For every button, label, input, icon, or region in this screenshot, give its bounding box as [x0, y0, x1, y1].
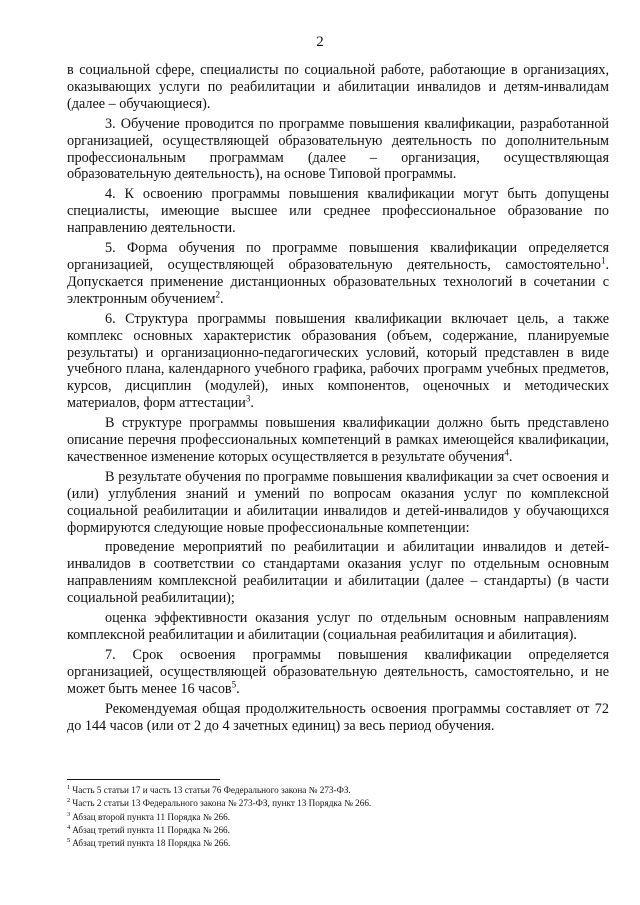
sentence-end: .	[219, 290, 224, 307]
paragraph-text: 5. Форма обучения по программе повышения квалификации определяется организацией, осуществляющей образовательную деятельность, самостоятельно	[67, 240, 609, 273]
sentence-end: .	[605, 256, 609, 273]
document-body	[67, 62, 609, 734]
paragraph-text: 3. Обучение проводится по программе повышения квалификации, разработанной организацией, осуществляющей образовательную деятельность по дополнительным профессиональным программам (далее – организация, осуществляющая образовательную деятельность), на основе Типовой программы.	[67, 115, 609, 183]
footnote-text: Абзац второй пункта 11 Порядка № 266.	[72, 811, 230, 822]
paragraph-text: В структуре программы повышения квалификации должно быть представлено описание перечня профессиональных компетенций в рамках имеющейся квалификации, качественное изменение которых осуществляется в результате обучения	[67, 415, 609, 465]
footnote-number: 4	[67, 823, 71, 831]
paragraph-item-4	[67, 186, 609, 237]
paragraph-item-6	[67, 311, 609, 412]
footnote-ref: 5	[231, 678, 237, 689]
footnote	[67, 837, 607, 850]
page-number: 2	[316, 34, 324, 50]
paragraph-competencies-description	[67, 415, 609, 466]
footnote	[67, 811, 607, 824]
paragraph-text: 7. Срок освоения программы повышения квалификации определяется организацией, осуществляющей образовательную деятельность, самостоятельно, и не может быть менее 16 часов	[67, 646, 609, 697]
paragraph-text: в социальной сфере, специалисты по социальной работе, работающие в организациях, оказывающих услуги по реабилитации и абилитации инвалидов и детям-инвалидам (далее – обучающиеся).	[67, 62, 609, 112]
paragraph-text: В результате обучения по программе повышения квалификации за счет освоения и (или) углубления знаний и умений по вопросам оказания услуг по комплексной социальной реабилитации и абилитации инвалидов и детей-инвалидов у обучающихся формируются следующие новые профессиональные компетенции:	[67, 468, 609, 536]
footnote-ref: 1	[600, 255, 606, 266]
paragraph-text: проведение мероприятий по реабилитации и абилитации инвалидов и детей-инвалидов в соответствии со стандартами оказания услуг по отдельным основным направлениям комплексной реабилитации и абилитации (далее – стандарты) (в части социальной реабилитации);	[67, 539, 609, 607]
footnote-number: 5	[67, 837, 71, 845]
footnote-text: Часть 2 статьи 13 Федерального закона № 273-ФЗ, пункт 13 Порядка № 266.	[72, 798, 372, 809]
footnote-ref: 3	[245, 393, 251, 404]
sentence-end: .	[508, 448, 513, 465]
paragraph-text: оценка эффективности оказания услуг по отдельным основным направлениям комплексной реабилитации и абилитации (социальная реабилитация и абилитация).	[67, 610, 609, 643]
paragraph-learning-results	[67, 469, 609, 537]
paragraph-duration	[67, 701, 609, 735]
footnote	[67, 797, 607, 810]
sentence-end: .	[236, 680, 240, 697]
footnote-divider	[67, 779, 220, 780]
paragraph-text: Допускается применение дистанционных образовательных технологий в сочетании с электронным обучением	[67, 273, 609, 307]
sentence-end: .	[250, 395, 254, 412]
footnote-text: Абзац третий пункта 11 Порядка № 266.	[72, 824, 230, 835]
footnote-number: 2	[67, 797, 71, 805]
footnote-number: 1	[67, 783, 71, 791]
footnotes	[67, 784, 607, 850]
footnote-text: Часть 5 статьи 17 и часть 13 статьи 76 Федерального закона № 273-ФЗ.	[72, 785, 351, 795]
paragraph-continuation	[67, 62, 609, 113]
paragraph-item-3	[67, 116, 609, 184]
paragraph-item-5	[67, 240, 609, 308]
footnote-text: Абзац третий пункта 18 Порядка № 266.	[72, 838, 231, 849]
footnote	[67, 784, 607, 797]
paragraph-competency-1	[67, 539, 609, 607]
paragraph-text: Рекомендуемая общая продолжительность освоения программы составляет от 72 до 144 часов (или от 2 до 4 зачетных единиц) за весь период обучения.	[67, 700, 609, 734]
paragraph-text: 4. К освоению программы повышения квалификации могут быть допущены специалисты, имеющие высшее или среднее профессиональное образование по направлению деятельности.	[67, 186, 609, 237]
footnote-ref: 4	[504, 447, 509, 458]
footnote	[67, 824, 607, 837]
footnote-number: 3	[67, 810, 71, 818]
paragraph-text: 6. Структура программы повышения квалификации включает цель, а также комплекс основных характеристик образования (объем, содержание, планируемые результаты) и организационно-педагогических условий, который представлен в виде учебного плана, календарного учебного графика, рабочих программ учебных предметов, курсов, дисциплин (модулей), иных компонентов, оценочных и методических материалов, форм аттестации	[67, 310, 609, 412]
paragraph-item-7	[67, 647, 609, 698]
footnote-ref: 2	[215, 289, 220, 300]
paragraph-competency-2	[67, 610, 609, 644]
